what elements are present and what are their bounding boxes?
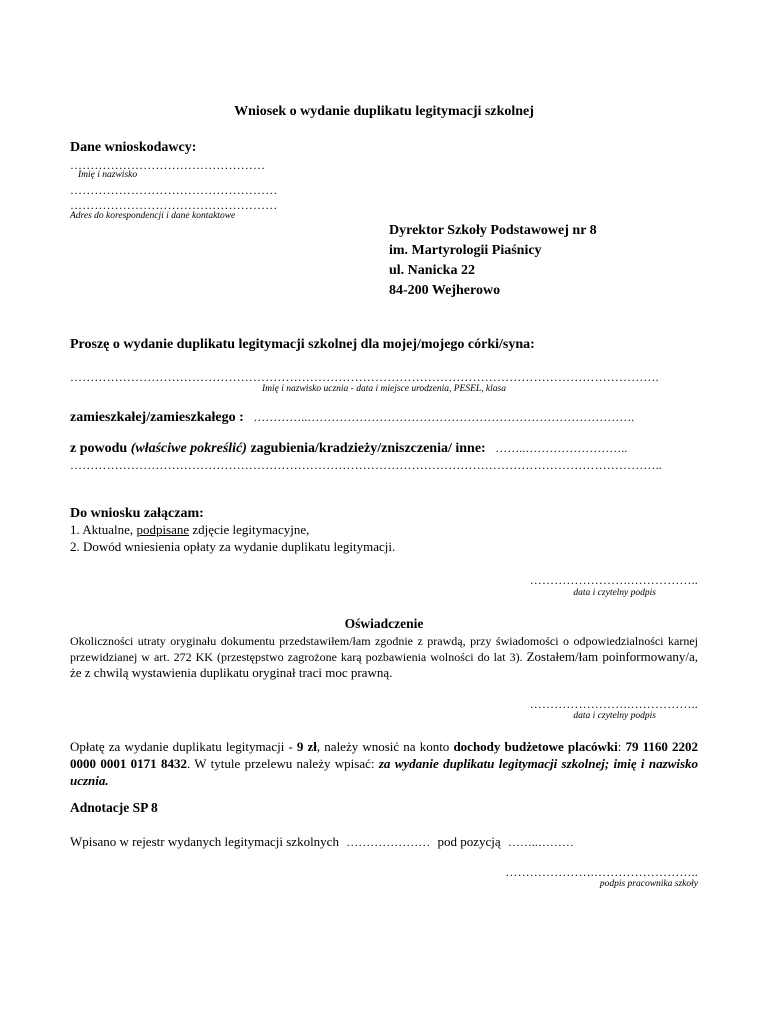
registry-label: Wpisano w rejestr wydanych legitymacji szkolnych [70,834,339,849]
attachment-item-1 [70,522,309,538]
recipient-line-1: Dyrektor Szkoły Podstawowej nr 8 [389,223,597,238]
statement-text-1: Okoliczności utraty oryginału dokumentu przedstawiłem/łam zgodnie z prawdą, przy świadomości o odpowiedzialności karnej przewidzianej w art. 272 KK (przestępstwo zagrożone karą pozbawienia wolności do lat 3). [70,634,698,664]
residence-row [70,410,634,426]
applicant-address-caption: Adres do korespondencji i dane kontaktowe [70,211,236,221]
signature-caption-1: data i czytelny podpis [573,588,656,598]
payment-text-1: Opłatę za wydanie duplikatu legitymacji - [70,739,293,754]
signature-line-2: …………………….…………….. [529,697,698,711]
applicant-heading: Dane wnioskodawcy: [70,140,197,155]
registry-line: ………………… [346,835,431,849]
payment-amount: 9 zł [296,739,317,754]
signature-caption-3: podpis pracownika szkoły [599,879,698,889]
student-caption: Imię i nazwisko ucznia - data i miejsce urodzenia, PESEL, klasa [262,384,506,394]
reason-other-line: ……..…………………….. [495,441,628,455]
attachment-item-1-suffix: zdjęcie legitymacyjne, [192,522,310,537]
reason-row [70,441,627,457]
attachment-item-2: 2. Dowód wniesienia opłaty za wydanie duplikatu legitymacji. [70,539,396,554]
statement-text-2: Zostałem/łam poinformowany/a, że z chwilą wystawienia duplikatu oryginał traci moc prawną. [70,649,699,680]
signature-caption-2: data i czytelny podpis [573,711,656,721]
residence-line: …………..………………………………………………………………………. [253,410,635,424]
recipient-line-3: ul. Nanicka 22 [389,263,475,278]
statement-heading: Oświadczenie [344,616,424,631]
position-line: ……..……… [507,835,574,849]
applicant-address-line-1: …………………………………………… [70,183,278,197]
reason-line-2: ……………………………………………………………………………………………………………………………….. [70,458,662,472]
applicant-address-line-2: …………………………………………… [70,198,278,212]
residence-label: zamieszkałej/zamieszkałego : [70,410,244,425]
attachments-heading: Do wniosku załączam: [70,506,204,521]
recipient-line-4: 84-200 Wejherowo [389,283,501,298]
statement-text [70,633,698,681]
payment-text-4: . W tytule przelewu należy wpisać: [186,756,375,771]
payment-account-name: dochody budżetowe placówki [453,739,618,754]
reason-italic: (właściwe pokreślić) [130,441,247,456]
payment-transfer-title: za wydanie duplikatu legitymacji szkolnej; imię i nazwisko ucznia. [70,756,698,788]
signature-line-3: ………………….…………………….. [505,865,698,879]
payment-paragraph [70,738,698,789]
reason-options: zagubienia/kradzieży/zniszczenia/ inne: [250,441,486,456]
payment-text-2: , należy wnosić na konto [316,739,450,754]
signature-line-1: …………………….…………….. [529,573,698,587]
attachment-item-1-prefix: 1. Aktualne, [70,522,134,537]
request-heading: Proszę o wydanie duplikatu legitymacji szkolnej dla mojej/mojego córki/syna: [70,337,535,352]
payment-text-3: : [617,739,622,754]
attachment-item-1-underlined: podpisane [136,522,190,537]
recipient-line-2: im. Martyrologii Piaśnicy [389,243,542,258]
position-label: pod pozycją [437,834,501,849]
notes-heading: Adnotacje SP 8 [70,800,158,815]
reason-prefix: z powodu [70,441,128,456]
applicant-name-caption: Imię i nazwisko [78,170,138,180]
payment-account-number: 79 1160 2202 0000 0001 0171 8432 [70,739,698,771]
applicant-name-line: ………………………………………… [70,158,266,172]
registry-row [70,834,574,850]
student-line: ………………………………………………………………………………………………………………………………. [70,370,659,384]
document-title: Wniosek o wydanie duplikatu legitymacji szkolnej [234,104,534,119]
